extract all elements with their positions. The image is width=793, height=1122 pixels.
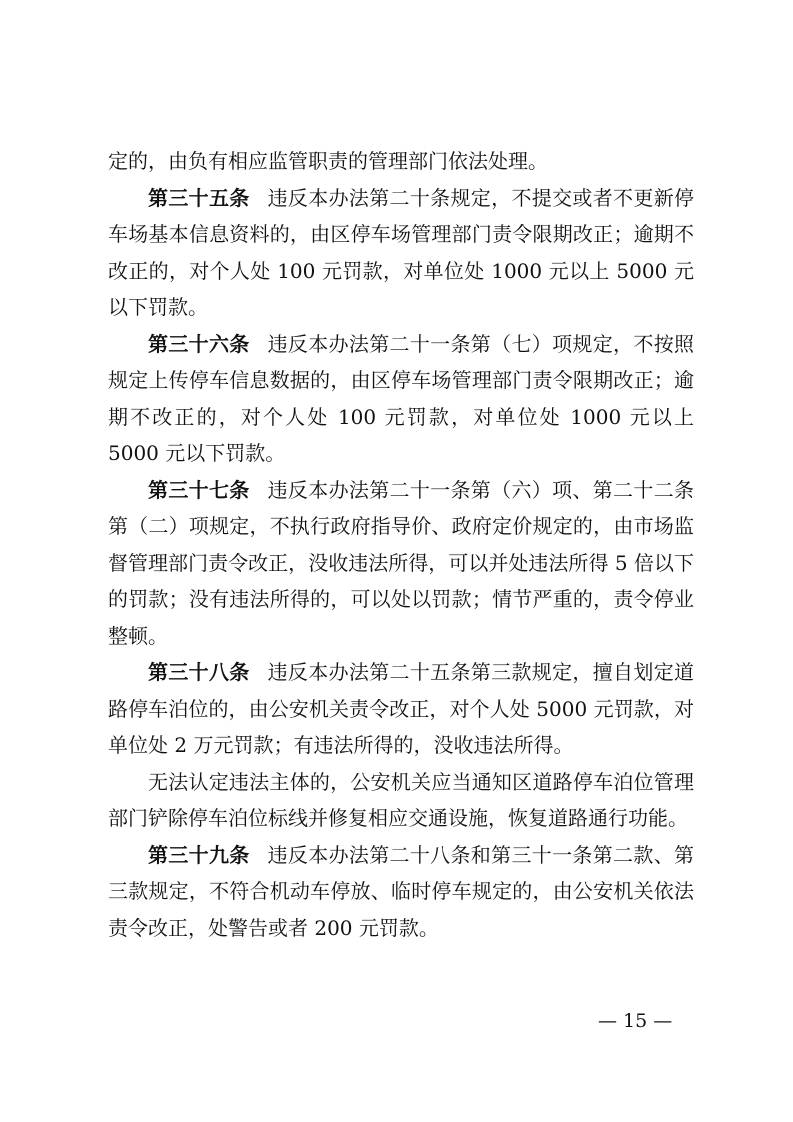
page-number: — 15 — — [598, 1010, 673, 1032]
paragraph-text: 定的，由负有相应监管职责的管理部门依法处理。 — [108, 149, 548, 173]
paragraph-text: 无法认定违法主体的，公安机关应当通知区道路停车泊位管理部门铲除停车泊位标线并修复相应交通设施，恢复道路通行功能。 — [108, 769, 694, 830]
article-text: 违反本办法第二十一条第（七）项规定，不按照规定上传停车信息数据的，由区停车场管理部门责令限期改正；逾期不改正的，对个人处 100 元罚款，对单位处 1000 元以上 5000 元以下罚款。 — [108, 331, 695, 465]
article-35 — [108, 180, 694, 326]
article-text: 违反本办法第二十五条第三款规定，擅自划定道路停车泊位的，由公安机关责令改正，对个人处 5000 元罚款，对单位处 2 万元罚款；有违法所得的，没收违法所得。 — [108, 660, 695, 757]
article-text: 违反本办法第二十一条第（六）项、第二十二条第（二）项规定，不执行政府指导价、政府定价规定的，由市场监督管理部门责令改正，没收违法所得，可以并处违法所得 5 倍以下的罚款；没有违法所得的，可以处以罚款；情节严重的，责令停业整顿。 — [108, 477, 695, 648]
article-38-paragraph-2 — [108, 764, 694, 837]
article-heading: 第三十五条 — [148, 185, 250, 210]
article-heading: 第三十七条 — [148, 477, 250, 502]
article-heading: 第三十九条 — [148, 842, 250, 867]
article-heading: 第三十六条 — [148, 331, 250, 356]
article-39 — [108, 837, 694, 947]
body-text — [108, 143, 694, 946]
paragraph-continuation — [108, 143, 694, 180]
article-36 — [108, 326, 694, 472]
article-37 — [108, 472, 694, 655]
article-text: 违反本办法第二十八条和第三十一条第二款、第三款规定，不符合机动车停放、临时停车规定的，由公安机关依法责令改正，处警告或者 200 元罚款。 — [108, 842, 695, 940]
article-38 — [108, 654, 694, 764]
article-heading: 第三十八条 — [148, 660, 250, 684]
article-text: 违反本办法第二十条规定，不提交或者不更新停车场基本信息资料的，由区停车场管理部门责令限期改正；逾期不改正的，对个人处 100 元罚款，对单位处 1000 元以上 5000 元以下罚款。 — [108, 185, 695, 319]
